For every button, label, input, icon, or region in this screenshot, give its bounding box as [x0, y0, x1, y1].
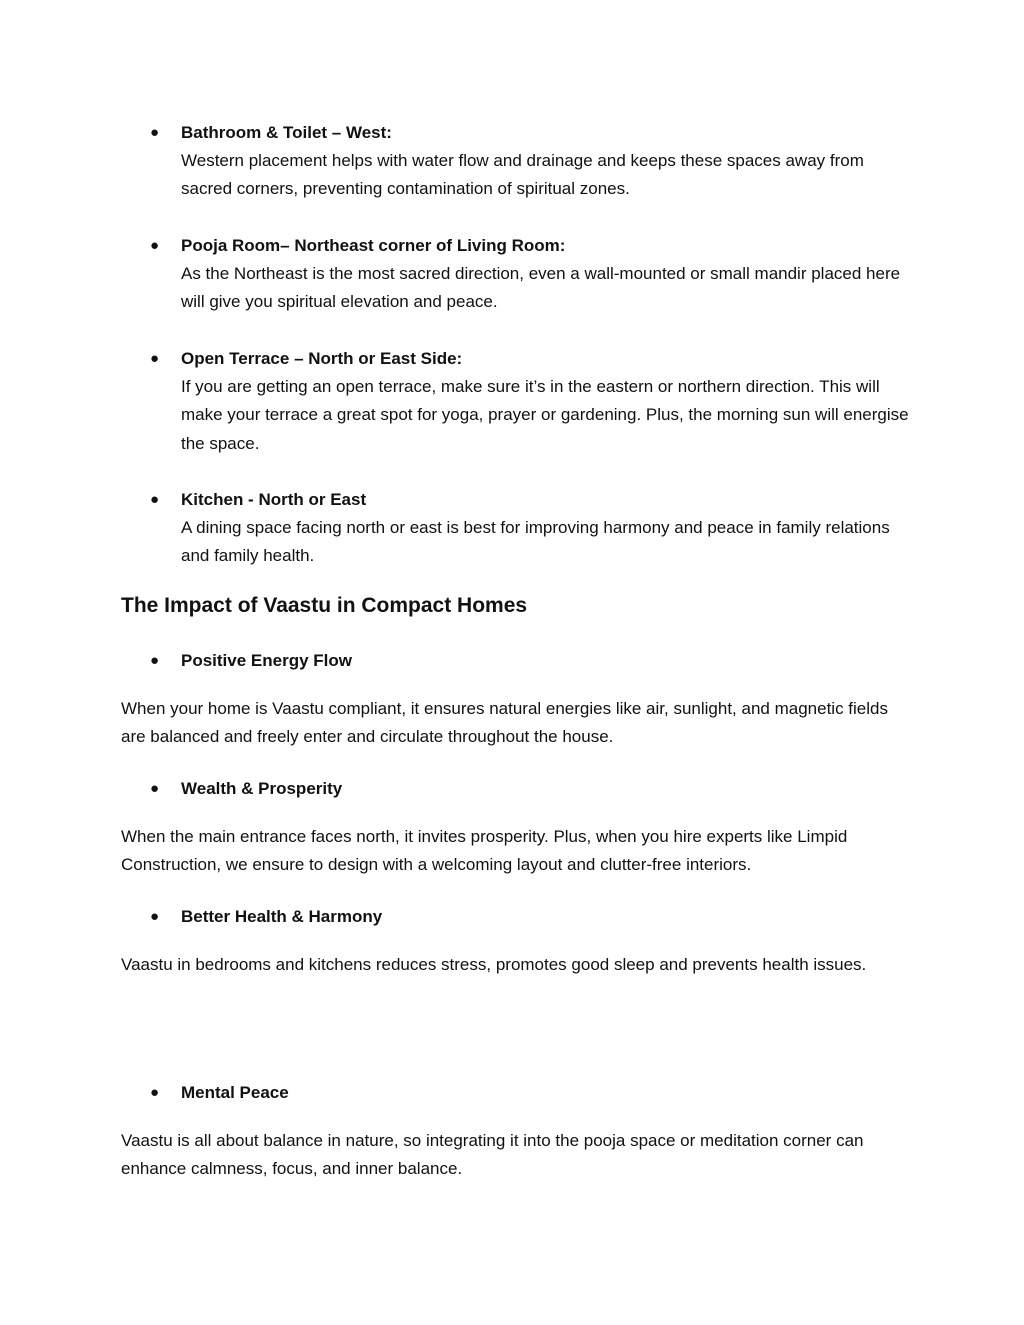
- list-item-description: A dining space facing north or east is best for improving harmony and peace in family relations and family health.: [181, 518, 890, 566]
- impact-point-title: Mental Peace: [181, 1083, 289, 1102]
- list-item-description: As the Northeast is the most sacred direction, even a wall-mounted or small mandir placed here will give you spiritual elevation and peace.: [181, 264, 901, 312]
- bullet-icon: ●: [150, 124, 160, 141]
- bullet-icon: ●: [150, 780, 160, 797]
- impact-point-paragraph: When your home is Vaastu compliant, it ensures natural energies like air, sunlight, and magnetic fields are balanced and freely enter and circulate throughout the house.: [121, 699, 888, 747]
- bullet-icon: ●: [150, 491, 160, 508]
- bullet-icon: ●: [150, 908, 160, 925]
- impact-point-title: Wealth & Prosperity: [181, 779, 343, 798]
- list-item-title: Kitchen - North or East: [181, 490, 367, 509]
- impact-point-title: Positive Energy Flow: [181, 651, 352, 670]
- list-item-title: Bathroom & Toilet – West:: [181, 123, 392, 142]
- impact-point-paragraph: Vaastu is all about balance in nature, so integrating it into the pooja space or meditation corner can enhance calmness, focus, and inner balance.: [121, 1131, 864, 1179]
- list-item-description: If you are getting an open terrace, make sure it’s in the eastern or northern direction. This will make your terrace a great spot for yoga, prayer or gardening. Plus, the morning sun will energise the space.: [181, 377, 909, 453]
- list-item-title: Open Terrace – North or East Side:: [181, 349, 463, 368]
- section-heading: The Impact of Vaastu in Compact Homes: [121, 594, 528, 617]
- bullet-icon: ●: [150, 1084, 160, 1101]
- impact-point-paragraph: Vaastu in bedrooms and kitchens reduces stress, promotes good sleep and prevents health issues.: [121, 955, 867, 974]
- list-item-description: Western placement helps with water flow and drainage and keeps these spaces away from sacred corners, preventing contamination of spiritual zones.: [181, 151, 864, 199]
- impact-point-paragraph: When the main entrance faces north, it invites prosperity. Plus, when you hire experts like Limpid Construction, we ensure to design with a welcoming layout and clutter-free interiors.: [121, 827, 848, 875]
- list-item-title: Pooja Room– Northeast corner of Living Room:: [181, 236, 566, 255]
- bullet-icon: ●: [150, 237, 160, 254]
- bullet-icon: ●: [150, 652, 160, 669]
- impact-point-title: Better Health & Harmony: [181, 907, 383, 926]
- bullet-icon: ●: [150, 350, 160, 367]
